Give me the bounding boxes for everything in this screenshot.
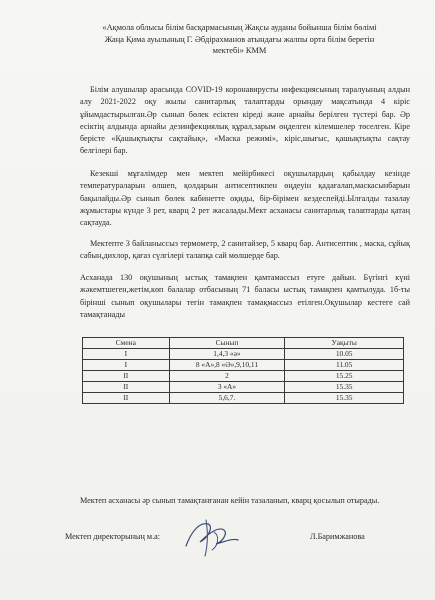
cell-shift: II xyxy=(83,382,170,393)
cell-class: 8 «А»,8 «Ә»,9,10,11 xyxy=(169,360,285,371)
table-row xyxy=(83,360,404,371)
cell-time: 10.05 xyxy=(285,349,404,360)
paragraph-entrances: Білім алушылар арасында COVID-19 коронавирусты инфекциясының таралуының алдын алу 2021-2022 оқу жылы санитарлық талаптарды орындау мақсатында 4 кіріс ұйымдастырылған.Әр сынып бөлек есіктен кіреді және арнайы берілген түстері бар. Әр есіктің алдында арнайы дезинфекциялық құрал,зарым өңделген кілемшелер төселген. Кіре берісте «Қашықтықты сақтайық», «Маска режимі», кіріс,шығыс, қашықтықты сақтау белгілері бар. xyxy=(80,85,410,156)
table-row xyxy=(83,382,404,393)
cell-shift: II xyxy=(83,371,170,382)
cell-class: 3 «А» xyxy=(169,382,285,393)
cell-class: 1,4,3 «ә» xyxy=(169,349,285,360)
paragraph-canteen-cleaning: Мектеп асханасы әр сынып тамақтанғанан кейін тазаланып, кварц қосылып отырады. xyxy=(80,496,380,505)
cell-time: 11.05 xyxy=(285,360,404,371)
cell-time: 15.35 xyxy=(285,382,404,393)
cell-class: 5,6,7. xyxy=(169,393,285,404)
signature-title: Мектеп директорының м.а: xyxy=(65,532,161,541)
column-header-class: Сынып xyxy=(169,338,285,349)
column-header-shift: Смена xyxy=(83,338,170,349)
header-line: «Ақмола облысы білім басқармасының Жақсы ауданы бойынша білім бөлімі xyxy=(102,23,377,32)
document-header xyxy=(72,22,407,57)
table-row xyxy=(83,371,404,382)
header-line: мектебі» КММ xyxy=(212,46,267,55)
schedule-table xyxy=(82,337,404,404)
cell-class: 2 xyxy=(169,371,285,382)
table-row xyxy=(83,393,404,404)
paragraph-equipment: Мектепте 3 байланыссыз термометр, 2 санитайзер, 5 кварц бар. Антисептик , маска, сұйық сабын,дихлор, қағаз сүлгілері талапқа сай мөлшерде бар. xyxy=(80,239,410,261)
cell-shift: II xyxy=(83,393,170,404)
cell-shift: I xyxy=(83,360,170,371)
cell-time: 15.35 xyxy=(285,393,404,404)
header-line: Жаңа Қима ауылының Г. Әбдірахманов атындағы жалпы орта білім беретін xyxy=(104,34,375,44)
cell-shift: I xyxy=(83,349,170,360)
column-header-time: Уақыты xyxy=(285,338,404,349)
paragraph-canteen: Асханада 130 оқушының ыстық тамақпен қамтамассыз етуге дайын. Бүгінгі күні жәкемтшеген,жетім,көп балалар отбасының 71 баласы ыстық тамақпен қамтылуда. 1б-ты бірінші сынып оқушылары тегін тамақпен тамақмассыз етілген.Оқушылар кестеге сай тамақтанады xyxy=(80,273,410,319)
signature-name: Л.Баримжанова xyxy=(310,532,365,541)
table-row xyxy=(83,349,404,360)
cell-time: 15.25 xyxy=(285,371,404,382)
handwritten-signature xyxy=(178,512,248,560)
paragraph-duty-teachers: Кезекші мұғалімдер мен мектеп мейірбикесі оқушылардың қабылдау кезінде температураларын өлшеп, қолдарын антисептикпен өңдеуін қадағалап,маскасынбарын бақылайды.Әр сынып бөлек кабинетте оқиды, бір-бірімен кездеспейді.Ылғалды тазалау жұмыстары күнде 3 рет, кварц 2 рет жасалады.Мект асханасы санитарлық талаптарды қатаң сақтауда. xyxy=(80,169,410,228)
table-header-row xyxy=(83,338,404,349)
